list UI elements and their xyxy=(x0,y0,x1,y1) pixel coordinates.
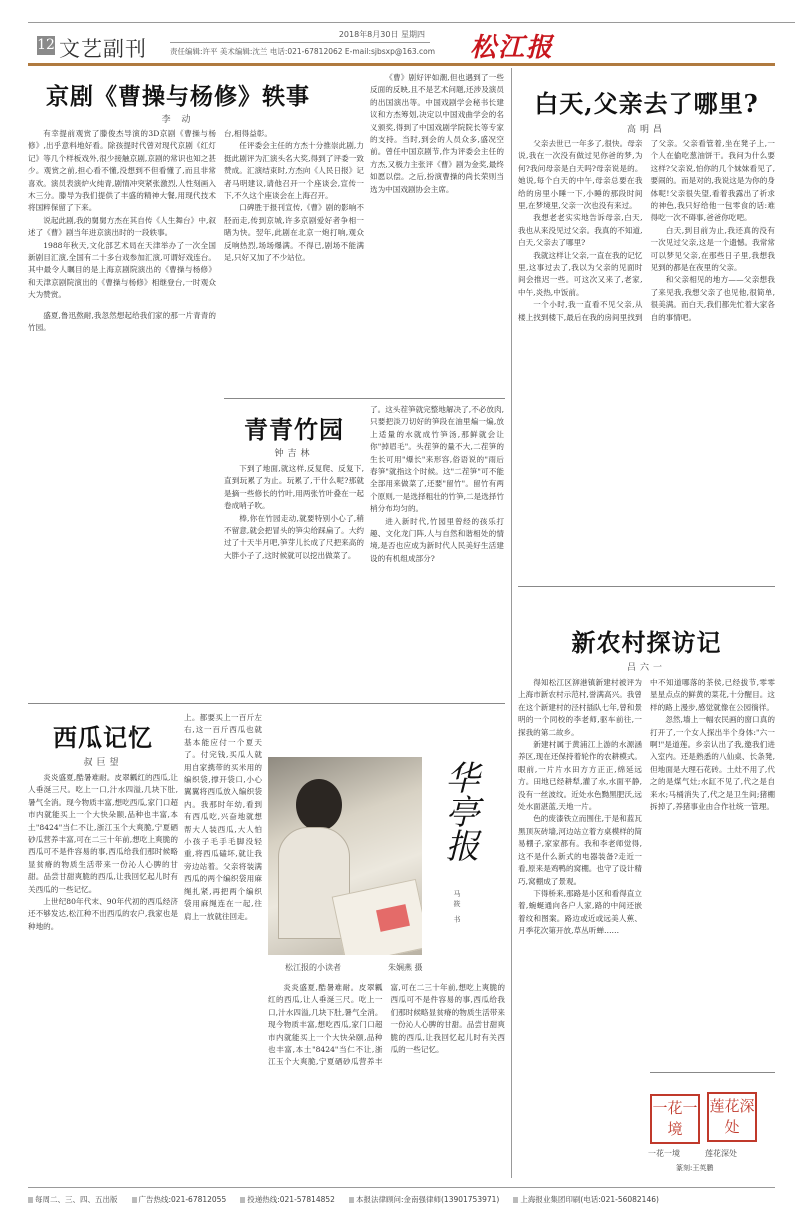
seal-yihua-yijing: 一花一境 xyxy=(650,1094,700,1144)
page-number: 12 xyxy=(37,37,55,53)
article-body-xigua-col1: 炎炎盛夏,酷暑难耐。皮翠瓤红的西瓜,让人垂涎三尺。吃上一口,汁水四溢,几块下肚,暑气全消。现今物质丰富,想吃西瓜,家门口超市内就能买上一个大快朵颐,品种也丰富,本土"8424"当仁不让,浙江玉个大爽脆,宁夏硒砂瓜营养丰富,可在二三十年前,想吃上爽脆的西瓜可不是件容易的事,西瓜给我们那时候略显贫瘠的物质生活带来一份沁人心脾的甘甜。品尝甘甜爽脆的西瓜,让我回忆起儿时有关西瓜的一些记忆。 上世纪80年代末、90年代初的西瓜经济还不够发达,松江种不出西瓜的农户,我家也是种地的。 xyxy=(28,773,178,931)
article-author-jingju: 李 动 xyxy=(161,115,195,125)
footer-rule xyxy=(28,1187,775,1188)
article-title-xinnongcun: 新农村探访记 xyxy=(571,628,722,657)
article-body-zhuyuan-col2: 了。这头茬笋就完整地解决了,不必放肉,只要把淡刀切好的笋段在油里煸一煸,放上适量的水就成竹笋汤,那鲜就会让你"掉眉毛"。头茬笋的量不大,二茬笋的生长可用"爆长"来形容,俗语说的"雨后春笋"就指这个时候。这"二茬笋"可不能全部用来做菜了,还要"留竹"。留竹有两个原则,一是选择粗壮的竹笋,二是选择竹梢分布均匀的。 进入新时代,竹园里曾经的孩乐打趣、文化龙门阵,人与自然和谐相处的情境,是否也应成为新时代人民美好生活建设的有机组成部分? xyxy=(370,405,504,563)
header-rule xyxy=(28,63,775,66)
article-body-fuqin: 父亲去世已一年多了,很快。母亲说,我在一次没有做过见你爸的梦,为何?我问母亲是白天吗?母亲说是的。她说,每个白天的中午,母亲总要在我给的房里小睡一下,小睡的那段时间里,在梦境里,父亲一次也没有来过。 我想老老实实地告诉母亲,白天,我也从来没见过父亲。我真的不知道,白天,父亲去了哪里? 我就这样让父亲,一直在我的记忆里,这事过去了,我以为父亲的见面时间会推迟一些。可这次又来了,老家,中午,炎热,中饭前。 一个小时,我一直看不见父亲,从楼上找到楼下,最后在我的房间里找到了父亲。父亲看管着,坐在凳子上,一个人在偷吃葱油饼干。我问为什么要这样?父亲说,怕你的几个妹妹看见了,要闹的。而是对的,我说这是为你的身体呢!父亲很失望,看着我露出了祈求的神色,我只好给他一包零食的话:难得吃一次不碍事,爸爸你吃吧。 白天,到目前为止,我还真的没有一次见过父亲,这是一个遗憾。我常常可以梦见父亲,在那些日子里,我想我见到的都是在夜里的父亲。 和父亲相见的地方——父亲想我了来见我,我想父亲了也见他,很简单,很美满。而白天,我们都先忙着大家各自的事情吧。 xyxy=(518,139,775,322)
article-body-jingju-col1: 有幸提前观赏了滕俊杰导演的3D京剧《曹操与杨修》,出乎意料地好看。除孩提时代曾对现代京剧《红灯记》等几个样板戏外,很少接触京剧,京剧的常识也知之甚少。观赏之前,担心看不懂,没想到不但看懂了,而且非常喜欢。演员表演炉火纯青,剧情冲突紧张激烈,人性刻画入木三分。滕导为我们提供了丰盛的精神大餐,用现代技术将国粹保留了下来。 说起此剧,我的舅舅方杰在其自传《人生舞台》中,叙述了《曹》剧当年进京演出时的一段轶事。 1988年秋天,文化部艺术局在天津举办了一次全国新剧目汇演,全国有二十多台戏参加汇演,可谓好戏连台。其中最令人瞩目的是上海京剧院演出的《曹操与杨修》和天津京剧院演出的《曹操与杨修》相继登台,一时观众大为赞赏。 盛夏,鲁迅熬耐,我忽然想起给我们家的那一片青青的竹园。 xyxy=(28,129,216,333)
article-body-xinnongcun-col2: 中不知道哪落的茶侯,已经拔节,零零星星点点的鲜黄的菜花,十分醒目。这样的路上漫步,感觉就像在公园徜徉。 忽然,墙上一幅农民画的窗口真的打开了,一个女人探出半个身体:"六一啊!"是道莲。乡亲认出了我,邀我们进入室内。还是熟悉的八仙桌、长条凳,但地面是大理石花砖。土灶不用了,代之的是煤气灶;水缸不见了,代之是自来水;马桶消失了,代之是卫生间;猪棚拆掉了,养猪事业由合作社统一管理。 xyxy=(650,678,775,812)
meta-divider xyxy=(170,42,430,43)
article-body-jingju-col2: 台,相得益彰。 任评委会主任的方杰十分推崇此剧,力挺此剧评为汇演头名大奖,得到了评委一致赞成。汇演结束时,方杰向《人民日报》记者马明建议,请他召开一个座谈会,宣传一下,不久这个座谈会在上海召开。 口碑胜于报刊宣传,《曹》剧的影响不胫而走,传到京城,许多京剧爱好者争相一睹为快。翌年,此剧在北京一炮打响,观众反响热烈,场场爆满。不得已,剧场不能满足,只好又加了不少站位。 xyxy=(224,129,364,263)
top-rule xyxy=(28,22,795,23)
seal-lianhua-shenchu: 莲花深处 xyxy=(707,1092,757,1142)
newspaper-logo: 松江报 xyxy=(470,33,555,63)
issue-date: 2018年8月30日 星期四 xyxy=(338,30,425,39)
footer xyxy=(28,1194,659,1205)
footer-item: 每周二、三、四、五出版 xyxy=(28,1194,118,1205)
article-title-xigua: 西瓜记忆 xyxy=(53,723,153,752)
article-body-xigua-lower: 炎炎盛夏,酷暑难耐。皮翠瓤红的西瓜,让人垂涎三尺。吃上一口,汁水四溢,几块下肚,暑气全消。现今物质丰富,想吃西瓜,家门口超市内就能买上一个大快朵颐,品种也丰富,本土"8424"当仁不让,浙江玉个大爽脆,宁夏硒砂瓜营养丰富,可在二三十年前,想吃上爽脆的西瓜可不是件容易的事,西瓜给我们那时候略显贫瘠的物质生活带来一份沁人心脾的甘甜。品尝甘甜爽脆的西瓜,让我回忆起儿时有关西瓜的一些记忆。 xyxy=(268,983,505,1067)
section-title: 文艺副刊 xyxy=(59,37,147,61)
section-divider xyxy=(518,586,775,587)
calligraphy-signature: 马筱 书 xyxy=(453,890,461,926)
section-divider xyxy=(224,398,505,399)
photo-caption: 松江报的小读者 xyxy=(285,963,341,972)
footer-item: 投递热线:021-57814852 xyxy=(240,1194,335,1205)
footer-item: 上海报业集团印刷(电话:021-56082146) xyxy=(513,1194,659,1205)
article-body-xigua-col2: 上。都要买上一百斤左右,这一百斤西瓜也就基本能应付一个夏天了。付完钱,买瓜人就用自家携带的买米用的编织袋,撑开袋口,小心翼翼将西瓜放入编织袋内。我那时年幼,看到有西瓜吃,兴奋地就想帮大人装西瓜,大人怕小孩子毛手毛脚没轻重,将西瓜磕坏,就让我旁边站着。父亲将装满西瓜的两个编织袋用麻绳扎紧,再把两个编织袋用麻绳连在一起,往肩上一放就往回走。 xyxy=(184,713,262,921)
section-divider xyxy=(650,1072,775,1073)
seal-credit: 篆刻:王英鹏 xyxy=(676,1164,714,1172)
seal-caption: 一花一境 xyxy=(648,1149,680,1158)
section-divider xyxy=(28,703,505,704)
article-body-xinnongcun-col1: 得知松江区泖港镇新建村被评为上海市新农村示范村,誉满高兴。我曾在这个新建村的泾村插队七年,曾和景明的一个同校的李老师,驱车前往,一探我的第二故乡。 新建村属于黄浦江上游的水源涵养区,现在还保持着轮作的农耕模式。眼前,一片片水田方方正正,绵延远方。田地已经耕犁,灌了水,水面平静,没有一丝波纹。近处水色黝黑肥沃,远处水面湛蓝,天地一片。 色的废漆铁立而围住,于是和蓝瓦黑顶灰砖墙,河边站立着方桌模样的简易棚子,家家都有。我和李老师觉得,这不是什么新式的电器装备?走近一看,原来是鸡鸭的窝棚。也守了设计精巧,窝棚成了景观。 下得桥来,那路是小区和看得直立着,蜿蜒通向各户人家,路的中间还嵌着纹和图案。路边或近或远美人蕉、月季花次第开放,草丛听蝉…… xyxy=(518,678,642,936)
article-author-xinnongcun: 吕六一 xyxy=(626,663,666,673)
article-body-jingju-col3: 《曹》剧好评如潮,但也遇到了一些反面的反映,且不是艺术问题,还涉及演员的出国演出等。中国戏剧学会秘书长建议和方杰筹划,决定以中国戏曲学会的名义颁奖,得到了中国戏剧学院院长等专家的支持。当时,到会的人员众多,盛况空前。曾任中国京剧节,作为评委会主任的方杰,又极力主张评《曹》剧为金奖,最终如愿以偿。之后,扮演曹操的尚长荣则当选为中国戏剧协会主席。 xyxy=(370,73,504,194)
photo-credit: 朱娴燕 摄 xyxy=(388,963,423,972)
article-author-zhuyuan: 钟吉林 xyxy=(274,449,314,459)
article-body-zhuyuan-col1: 下到了地面,就这样,反复爬、反复下,直到玩累了为止。玩累了,干什么呢?那就是摘一些修长的竹叶,用两张竹叶叠在一起卷成哨子吹。 棒,你在竹园走动,就要特别小心了,稍不留意,就会把冒头的笋尖给踩扁了。大约过了十天半月吧,笋芽儿长成了尺把来高的大胖小子了,这时候就可以挖出做菜了。 xyxy=(224,464,364,560)
editor-info: 责任编辑:许平 美术编辑:沈兰 电话:021-67812062 E-mail:sjbsxp@163.com xyxy=(170,47,436,56)
article-title-zhuyuan: 青青竹园 xyxy=(244,415,344,444)
calligraphy-artwork: 华亭报 xyxy=(439,760,479,862)
seal-caption: 莲花深处 xyxy=(705,1149,737,1158)
article-title-jingju: 京剧《曹操与杨修》轶事 xyxy=(46,83,310,110)
article-author-xigua: 叔巨望 xyxy=(83,758,123,768)
center-divider xyxy=(511,68,512,1178)
footer-item: 广告热线:021-67812055 xyxy=(132,1194,227,1205)
photo-child-reading-newspaper xyxy=(268,757,422,955)
article-title-fuqin: 白天,父亲去了哪里? xyxy=(534,89,759,118)
footer-item: 本报法律顾问:金南强律师(13901753971) xyxy=(349,1194,499,1205)
article-author-fuqin: 高明昌 xyxy=(626,125,666,135)
